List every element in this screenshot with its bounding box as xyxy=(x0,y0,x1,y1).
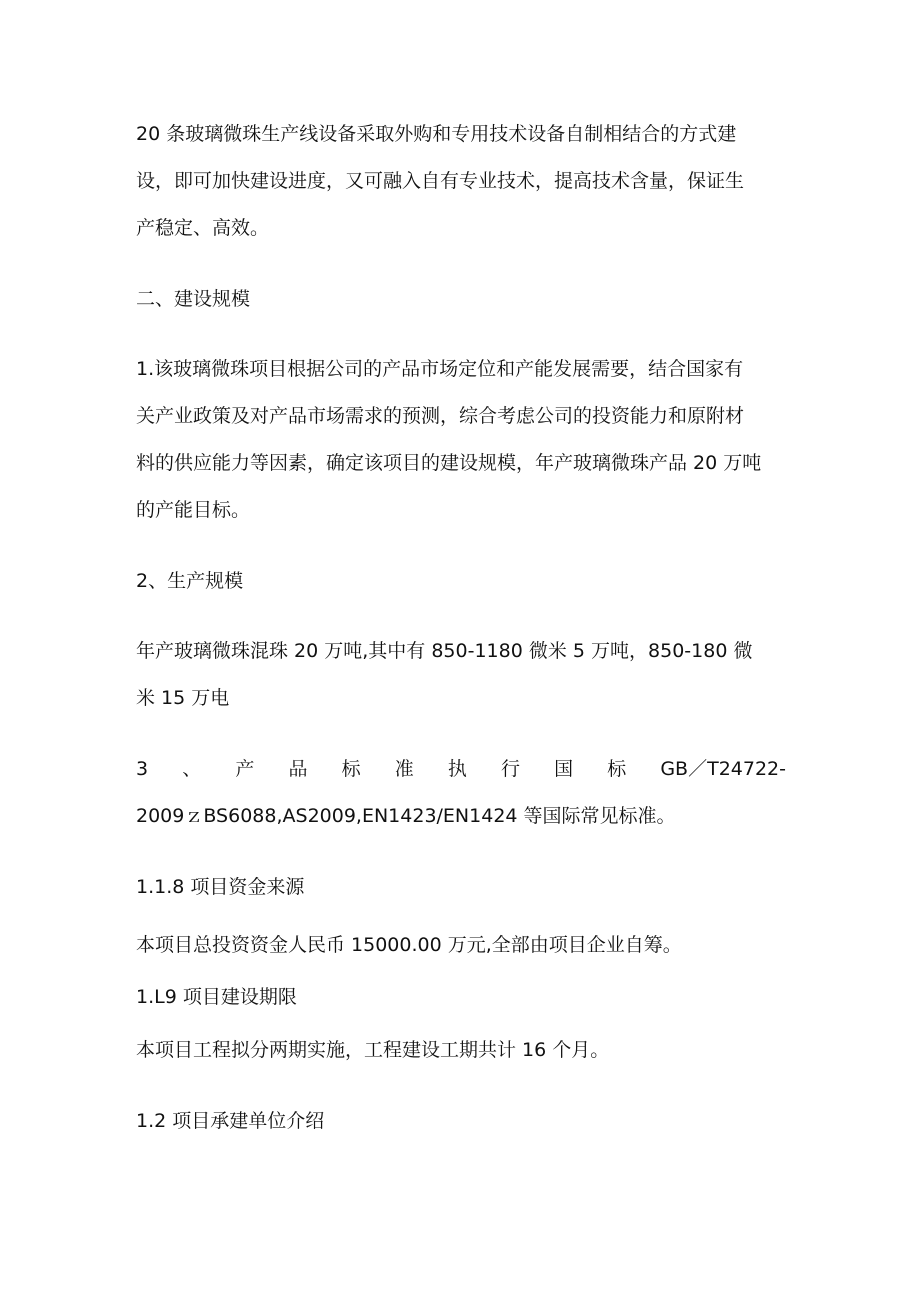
token: 3 xyxy=(136,758,149,780)
token: 产 xyxy=(235,758,255,780)
section-heading-funding-source: 1.1.8 项目资金来源 xyxy=(136,876,305,898)
token: GB／T24722- xyxy=(660,758,786,780)
text-line: 的产能目标。 xyxy=(136,499,251,521)
token: 标 xyxy=(607,758,627,780)
text-line: 2009ｚBS6088,AS2009,EN1423/EN1424 等国际常见标准。 xyxy=(136,805,676,827)
token: 准 xyxy=(394,758,414,780)
section-heading-contractor-intro: 1.2 项目承建单位介绍 xyxy=(136,1110,325,1132)
token: 行 xyxy=(500,758,520,780)
token: 、 xyxy=(182,758,202,780)
token: 标 xyxy=(341,758,361,780)
token: 品 xyxy=(288,758,308,780)
text-line: 设，即可加快建设进度，又可融入自有专业技术，提高技术含量，保证生 xyxy=(136,170,745,192)
token: 执 xyxy=(447,758,467,780)
text-line: 料的供应能力等因素，确定该项目的建设规模，年产玻璃微珠产品 20 万吨 xyxy=(136,452,762,474)
text-line: 产稳定、高效。 xyxy=(136,217,270,239)
text-line: 1.该玻璃微珠项目根据公司的产品市场定位和产能发展需要，结合国家有 xyxy=(136,358,744,380)
paragraph-construction-method xyxy=(136,111,786,252)
text-line: 关产业政策及对产品市场需求的预测，综合考虑公司的投资能力和原附材 xyxy=(136,405,745,427)
token: 国 xyxy=(554,758,574,780)
text-line: 米 15 万电 xyxy=(136,687,230,709)
paragraph-construction-period: 本项目工程拟分两期实施，工程建设工期共计 16 个月。 xyxy=(136,1039,610,1061)
justified-line xyxy=(136,746,786,793)
text-line: 年产玻璃微珠混珠 20 万吨,其中有 850-1180 微米 5 万吨，850-180 微 xyxy=(136,640,753,662)
paragraph-production-output xyxy=(136,628,786,722)
paragraph-funding-source: 本项目总投资资金人民币 15000.00 万元,全部由项目企业自筹。 xyxy=(136,934,682,956)
paragraph-product-standards xyxy=(136,746,786,840)
paragraph-scale-description xyxy=(136,346,786,534)
section-heading-construction-period: 1.L9 项目建设期限 xyxy=(136,986,297,1008)
section-heading-construction-scale: 二、建设规模 xyxy=(136,288,251,310)
section-heading-production-scale: 2、生产规模 xyxy=(136,570,244,592)
text-line: 20 条玻璃微珠生产线设备采取外购和专用技术设备自制相结合的方式建 xyxy=(136,123,737,145)
